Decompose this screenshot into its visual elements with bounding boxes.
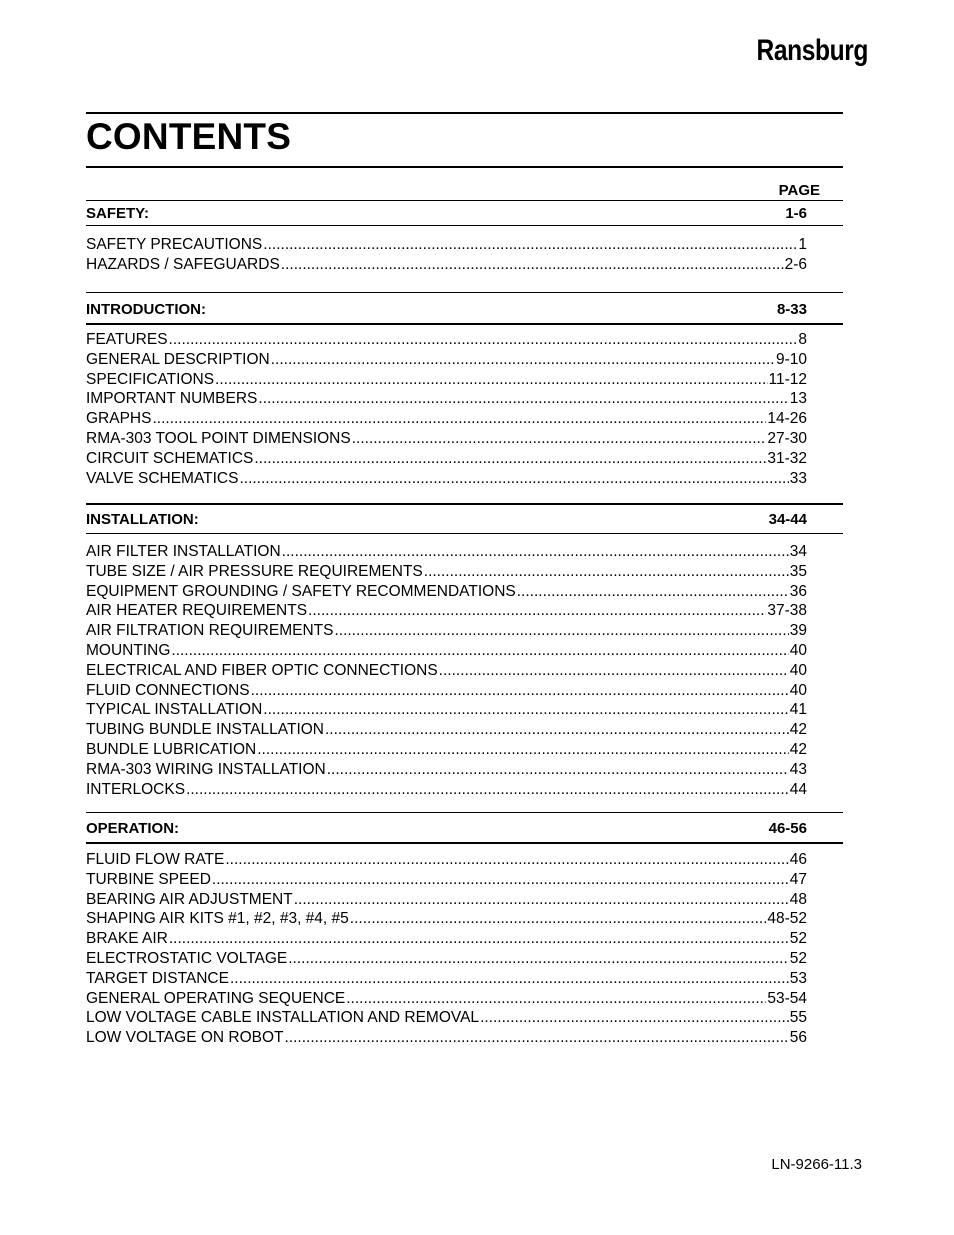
- entry-page: 44: [789, 780, 807, 798]
- section-name: INSTALLATION:: [86, 511, 199, 528]
- dot-leader: [424, 562, 789, 582]
- entry-name: SPECIFICATIONS: [86, 370, 215, 388]
- toc-entry[interactable]: [86, 661, 807, 681]
- toc-entry[interactable]: [86, 890, 807, 910]
- entry-page: 37-38: [767, 602, 807, 620]
- dot-leader: [282, 542, 789, 562]
- toc-entry[interactable]: [86, 850, 807, 870]
- entry-name: BUNDLE LUBRICATION: [86, 740, 257, 758]
- toc-entry[interactable]: [86, 1008, 807, 1028]
- toc-entry[interactable]: [86, 989, 807, 1009]
- entry-page: 35: [789, 562, 807, 580]
- title-top-rule: [86, 112, 843, 114]
- entry-name: GRAPHS: [86, 410, 152, 428]
- entry-page: 42: [789, 740, 807, 758]
- toc-entry[interactable]: [86, 780, 807, 800]
- toc-entry[interactable]: [86, 255, 807, 275]
- section-rule: [86, 503, 843, 505]
- entry-page: 43: [789, 760, 807, 778]
- entry-page: 14-26: [767, 410, 807, 428]
- toc-entry[interactable]: [86, 740, 807, 760]
- entry-page: 52: [789, 930, 807, 948]
- dot-leader: [257, 740, 789, 760]
- entry-page: 47: [789, 870, 807, 888]
- entry-name: MOUNTING: [86, 641, 171, 659]
- entry-name: FEATURES: [86, 331, 168, 348]
- toc-entry[interactable]: [86, 449, 807, 469]
- entry-page: 42: [789, 721, 807, 739]
- section-rule: [86, 533, 843, 534]
- entry-page: 48-52: [767, 910, 807, 928]
- entry-name: AIR HEATER REQUIREMENTS: [86, 602, 308, 620]
- entry-name: ELECTRICAL AND FIBER OPTIC CONNECTIONS: [86, 661, 438, 679]
- entry-name: AIR FILTRATION REQUIREMENTS: [86, 622, 334, 640]
- section-rule: [86, 200, 843, 201]
- dot-leader: [480, 1008, 789, 1028]
- entry-name: TARGET DISTANCE: [86, 969, 229, 987]
- entry-page: 39: [789, 622, 807, 640]
- dot-leader: [281, 255, 784, 275]
- toc-entry[interactable]: [86, 949, 807, 969]
- toc-entry[interactable]: [86, 370, 807, 390]
- entry-name: BRAKE AIR: [86, 930, 168, 948]
- section-pages: 46-56: [768, 820, 807, 837]
- entry-page: 56: [789, 1029, 807, 1047]
- entry-name: LOW VOLTAGE CABLE INSTALLATION AND REMOVAL: [86, 1009, 480, 1027]
- dot-leader: [239, 469, 788, 489]
- entry-page: 36: [789, 582, 807, 600]
- brand-logo: Ransburg: [756, 34, 868, 67]
- dot-leader: [263, 700, 788, 720]
- entry-name: TURBINE SPEED: [86, 870, 211, 888]
- dot-leader: [271, 350, 775, 370]
- section-name: OPERATION:: [86, 820, 180, 837]
- toc-entry[interactable]: [86, 700, 807, 720]
- entry-page: 8: [798, 331, 807, 348]
- entry-name: VALVE SCHEMATICS: [86, 469, 239, 487]
- toc-entry[interactable]: [86, 1028, 807, 1048]
- dot-leader: [263, 235, 797, 255]
- entry-page: 11-12: [768, 370, 807, 388]
- page-column-header: PAGE: [778, 182, 820, 199]
- entry-page: 40: [789, 681, 807, 699]
- entry-name: RMA-303 WIRING INSTALLATION: [86, 760, 326, 778]
- toc-entry[interactable]: [86, 469, 807, 489]
- toc-entry[interactable]: [86, 720, 807, 740]
- section-rule: [86, 812, 843, 813]
- section-pages: 1-6: [785, 205, 807, 222]
- entry-name: GENERAL OPERATING SEQUENCE: [86, 989, 346, 1007]
- entry-name: EQUIPMENT GROUNDING / SAFETY RECOMMENDATIONS: [86, 582, 516, 600]
- entry-name: BEARING AIR ADJUSTMENT: [86, 890, 293, 908]
- entry-name: TUBING BUNDLE INSTALLATION: [86, 721, 324, 739]
- dot-leader: [334, 621, 788, 641]
- entry-page: 27-30: [767, 429, 807, 447]
- section-pages: 34-44: [768, 511, 807, 528]
- dot-leader: [171, 641, 788, 661]
- entry-page: 34: [789, 543, 807, 560]
- entry-name: FLUID FLOW RATE: [86, 851, 225, 868]
- toc-entry[interactable]: [86, 542, 807, 562]
- dot-leader: [517, 582, 789, 602]
- entry-name: RMA-303 TOOL POINT DIMENSIONS: [86, 429, 351, 447]
- dot-leader: [327, 760, 789, 780]
- toc-entry[interactable]: [86, 350, 807, 370]
- section-name: SAFETY:: [86, 205, 150, 222]
- entry-name: GENERAL DESCRIPTION: [86, 350, 270, 368]
- document-number: LN-9266-11.3: [771, 1156, 862, 1173]
- page-title: CONTENTS: [86, 116, 292, 157]
- section-heading-operation[interactable]: [86, 820, 807, 837]
- entry-page: 41: [789, 701, 807, 719]
- dot-leader: [352, 429, 767, 449]
- entry-name: SHAPING AIR KITS #1, #2, #3, #4, #5: [86, 910, 349, 928]
- dot-leader: [288, 949, 789, 969]
- dot-leader: [169, 929, 789, 949]
- toc-entry[interactable]: [86, 330, 807, 350]
- entry-page: 48: [789, 890, 807, 908]
- entry-name: FLUID CONNECTIONS: [86, 681, 250, 699]
- toc-entry[interactable]: [86, 681, 807, 701]
- entry-page: 40: [789, 661, 807, 679]
- toc-entry[interactable]: [86, 601, 807, 621]
- section-heading-installation[interactable]: [86, 511, 807, 528]
- section-rule: [86, 323, 843, 325]
- toc-list-installation: [86, 542, 807, 799]
- dot-leader: [285, 1028, 789, 1048]
- entry-name: LOW VOLTAGE ON ROBOT: [86, 1029, 284, 1047]
- toc-entry[interactable]: [86, 969, 807, 989]
- entry-name: IMPORTANT NUMBERS: [86, 390, 258, 408]
- title-bottom-rule: [86, 166, 843, 168]
- entry-page: 55: [789, 1009, 807, 1027]
- entry-name: TUBE SIZE / AIR PRESSURE REQUIREMENTS: [86, 562, 423, 580]
- entry-name: AIR FILTER INSTALLATION: [86, 543, 281, 560]
- dot-leader: [350, 909, 767, 929]
- entry-name: HAZARDS / SAFEGUARDS: [86, 255, 280, 273]
- dot-leader: [186, 780, 789, 800]
- toc-entry[interactable]: [86, 621, 807, 641]
- toc-entry[interactable]: [86, 582, 807, 602]
- entry-page: 53-54: [767, 989, 807, 1007]
- dot-leader: [294, 890, 789, 910]
- toc-entry[interactable]: [86, 235, 807, 255]
- toc-entry[interactable]: [86, 409, 807, 429]
- dot-leader: [325, 720, 789, 740]
- entry-name: SAFETY PRECAUTIONS: [86, 236, 263, 253]
- entry-name: TYPICAL INSTALLATION: [86, 701, 263, 719]
- entry-page: 33: [789, 469, 807, 487]
- dot-leader: [212, 870, 789, 890]
- dot-leader: [169, 330, 798, 350]
- entry-page: 40: [789, 641, 807, 659]
- dot-leader: [225, 850, 788, 870]
- entry-page: 13: [789, 390, 807, 408]
- toc-entry[interactable]: [86, 760, 807, 780]
- toc-list-introduction: [86, 330, 807, 488]
- section-rule: [86, 842, 843, 844]
- entry-page: 53: [789, 969, 807, 987]
- entry-page: 46: [789, 851, 807, 868]
- dot-leader: [152, 409, 766, 429]
- entry-page: 1: [798, 236, 807, 253]
- section-heading-safety[interactable]: [86, 205, 807, 222]
- dot-leader: [439, 661, 789, 681]
- toc-list-safety: [86, 235, 807, 275]
- toc-list-operation: [86, 850, 807, 1048]
- dot-leader: [215, 370, 767, 390]
- toc-entry[interactable]: [86, 929, 807, 949]
- entry-page: 52: [789, 949, 807, 967]
- section-name: INTRODUCTION:: [86, 301, 206, 318]
- entry-page: 2-6: [784, 255, 807, 273]
- dot-leader: [230, 969, 789, 989]
- dot-leader: [254, 449, 766, 469]
- section-rule: [86, 225, 843, 226]
- toc-entry[interactable]: [86, 429, 807, 449]
- dot-leader: [346, 989, 766, 1009]
- entry-name: INTERLOCKS: [86, 780, 186, 798]
- entry-page: 31-32: [767, 449, 807, 467]
- section-rule: [86, 292, 843, 293]
- dot-leader: [258, 389, 788, 409]
- entry-name: ELECTROSTATIC VOLTAGE: [86, 949, 288, 967]
- entry-name: CIRCUIT SCHEMATICS: [86, 449, 254, 467]
- toc-entry[interactable]: [86, 641, 807, 661]
- toc-entry[interactable]: [86, 909, 807, 929]
- dot-leader: [308, 601, 766, 621]
- toc-entry[interactable]: [86, 389, 807, 409]
- entry-page: 9-10: [775, 350, 807, 368]
- dot-leader: [251, 681, 789, 701]
- section-pages: 8-33: [776, 301, 807, 318]
- section-heading-introduction[interactable]: [86, 301, 807, 318]
- toc-entry[interactable]: [86, 870, 807, 890]
- toc-entry[interactable]: [86, 562, 807, 582]
